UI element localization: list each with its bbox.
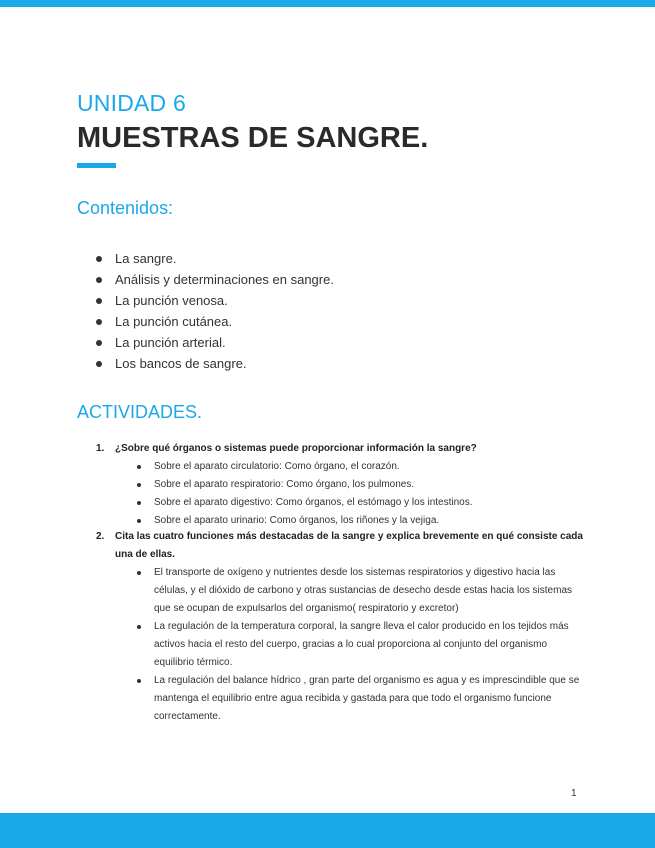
bullet-icon [137,679,141,683]
list-item [96,311,334,332]
bullet-icon [137,625,141,629]
list-item [96,290,334,311]
list-item-text: La punción cutánea. [115,314,233,329]
answer-item [96,564,586,618]
answer-text: La regulación del balance hídrico , gran parte del organismo es agua y es imprescindible que se mantenga el equilibrio entre agua recibida y gastada para que todo el organismo funcione correctamente. [154,675,580,722]
title-underline [77,163,116,168]
answer-item [96,476,586,494]
list-item [96,269,334,290]
bullet-icon [96,361,102,367]
question-2 [96,528,586,726]
unit-label: UNIDAD 6 [77,90,186,116]
answer-item [96,458,586,476]
list-item [96,353,334,374]
question-1 [96,440,586,530]
answer-text: La regulación de la temperatura corporal, la sangre lleva el calor producido en los tejidos más activos hacia el resto del cuerpo, gracias a lo cual proporciona al conjunto del organismo equilibrio térmico. [154,621,569,668]
answer-text: Sobre el aparato respiratorio: Como órgano, los pulmones. [154,479,415,490]
answer-text: Sobre el aparato circulatorio: Como órgano, el corazón. [154,461,400,472]
question-text: ¿Sobre qué órganos o sistemas puede proporcionar información la sangre? [115,443,477,454]
answer-text: Sobre el aparato digestivo: Como órganos, el estómago y los intestinos. [154,497,473,508]
list-item-text: Los bancos de sangre. [115,356,247,371]
bullet-icon [137,519,141,523]
bullet-icon [96,256,102,262]
answer-list [96,564,586,726]
bullet-icon [96,277,102,283]
list-item-text: La punción venosa. [115,293,228,308]
contents-heading: Contenidos: [77,198,174,218]
page-title: MUESTRAS DE SANGRE. [77,122,429,154]
answer-list [96,458,586,530]
question-number: 1. [96,443,105,454]
bullet-icon [137,501,141,505]
bullet-icon [137,571,141,575]
answer-item [96,618,586,672]
bottom-accent-bar [0,813,655,848]
list-item-text: Análisis y determinaciones en sangre. [115,272,334,287]
contents-list [96,248,334,374]
list-item [96,332,334,353]
answer-text: El transporte de oxígeno y nutrientes desde los sistemas respiratorios y digestivo hacia las células, y el dióxido de carbono y otras sustancias de desecho desde estas hacia los sistemas que se ocupan de expulsarlos del organismo( respiratorio y excretor) [154,567,573,614]
top-accent-bar [0,0,655,7]
question-number: 2. [96,531,105,542]
list-item-text: La sangre. [115,251,177,266]
page-number: 1 [571,788,577,799]
bullet-icon [137,483,141,487]
question-title [96,528,586,564]
answer-item [96,672,586,726]
list-item-text: La punción arterial. [115,335,226,350]
list-item [96,248,334,269]
question-title [96,440,586,458]
question-text: Cita las cuatro funciones más destacadas de la sangre y explica brevemente en qué consiste cada una de ellas. [115,531,583,560]
answer-text: Sobre el aparato urinario: Como órganos, los riñones y la vejiga. [154,515,440,526]
answer-item [96,494,586,512]
activities-heading: ACTIVIDADES. [77,402,203,422]
bullet-icon [96,340,102,346]
bullet-icon [137,465,141,469]
bullet-icon [96,319,102,325]
bullet-icon [96,298,102,304]
